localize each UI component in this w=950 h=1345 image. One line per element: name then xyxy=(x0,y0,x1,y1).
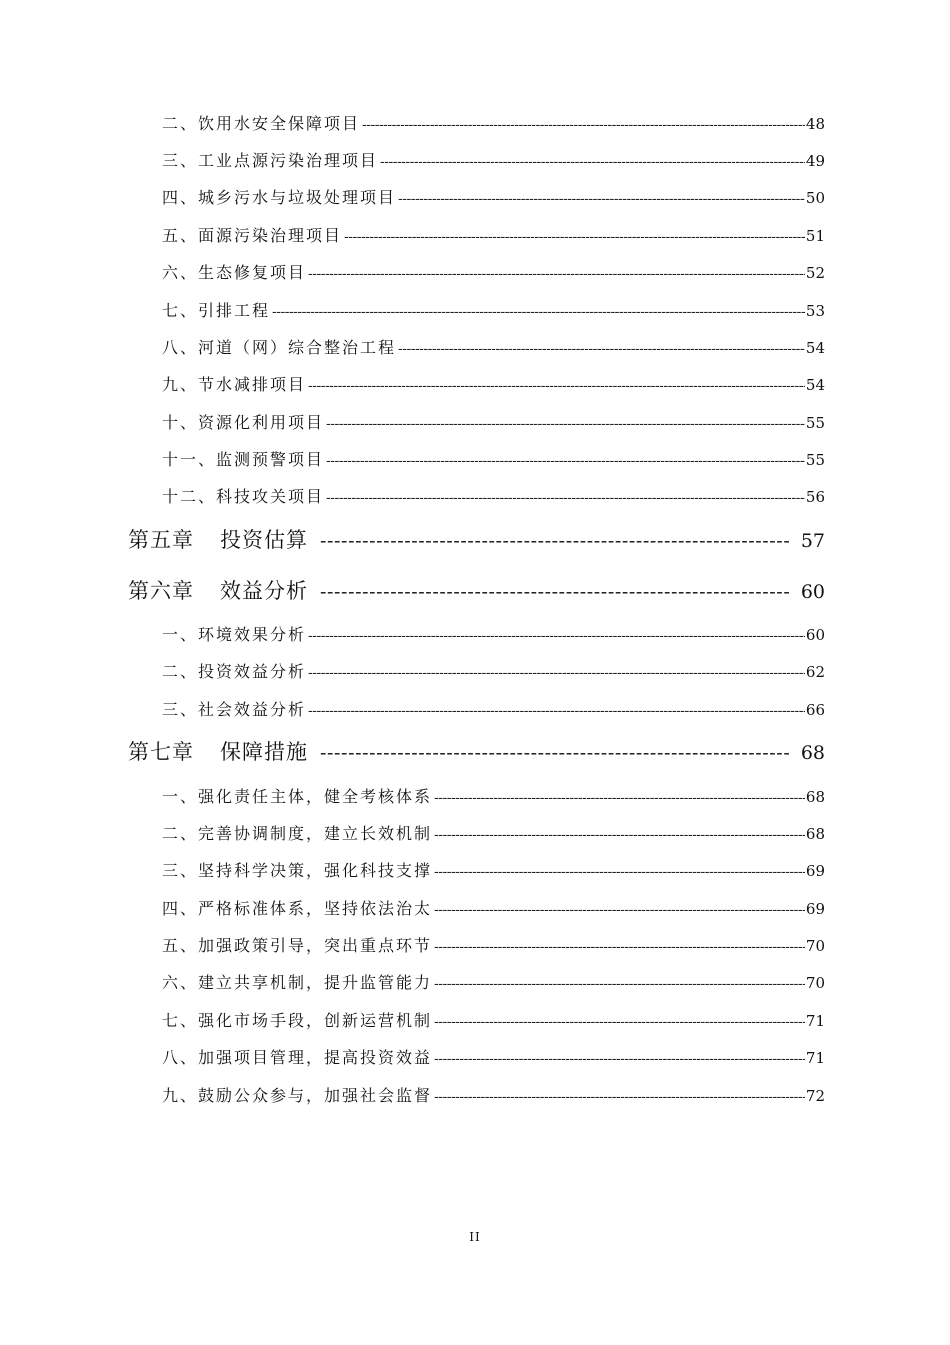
toc-entry-title: 十、资源化利用项目 xyxy=(162,413,325,432)
chapter-number: 第六章 xyxy=(128,579,194,603)
toc-entry[interactable] xyxy=(162,1045,825,1069)
toc-entry-page: 70 xyxy=(805,974,825,992)
toc-leader xyxy=(434,902,805,918)
toc-entry[interactable] xyxy=(162,260,825,284)
toc-entry-title: 二、投资效益分析 xyxy=(162,662,307,681)
toc-leader xyxy=(326,453,805,469)
toc-entry[interactable] xyxy=(162,410,825,434)
toc-entry[interactable] xyxy=(162,858,825,882)
toc-entry[interactable] xyxy=(162,447,825,471)
toc-leader xyxy=(326,416,805,432)
toc-entry-title: 二、饮用水安全保障项目 xyxy=(162,114,361,133)
chapter-name: 保障措施 xyxy=(220,740,308,764)
toc-leader xyxy=(434,827,805,843)
toc-entry-title: 六、建立共享机制，提升监管能力 xyxy=(162,973,433,992)
toc-entry-title: 六、生态修复项目 xyxy=(162,263,307,282)
toc-entry-title: 三、社会效益分析 xyxy=(162,700,307,719)
toc-leader xyxy=(434,864,805,880)
toc-entry[interactable] xyxy=(162,697,825,721)
toc-entry-page: 53 xyxy=(805,302,825,320)
toc-entry-title: 七、强化市场手段，创新运营机制 xyxy=(162,1011,433,1030)
toc-entry-page: 70 xyxy=(805,937,825,955)
toc-chapter-title xyxy=(128,524,308,554)
toc-entry[interactable] xyxy=(162,622,825,646)
toc-entry-page: 55 xyxy=(805,414,825,432)
page-number: II xyxy=(469,1230,481,1244)
toc-entry-title: 五、加强政策引导，突出重点环节 xyxy=(162,936,433,955)
toc-leader xyxy=(434,939,805,955)
toc-chapter-title xyxy=(128,575,308,605)
toc-leader xyxy=(434,1089,805,1105)
toc-leader xyxy=(398,191,805,207)
toc-entry-page: 60 xyxy=(805,626,825,644)
toc-entry-title: 四、严格标准体系，坚持依法治太 xyxy=(162,899,433,918)
toc-entry[interactable] xyxy=(162,659,825,683)
toc-entry[interactable] xyxy=(162,970,825,994)
toc-entry[interactable] xyxy=(162,933,825,957)
toc-entry-page: 48 xyxy=(805,115,825,133)
toc-entry-page: 54 xyxy=(805,339,825,357)
toc-leader xyxy=(434,976,805,992)
toc-entry-page: 68 xyxy=(805,788,825,806)
toc-entry-page: 66 xyxy=(805,701,825,719)
toc-entry-title: 七、引排工程 xyxy=(162,301,271,320)
toc-entry[interactable] xyxy=(162,484,825,508)
toc-leader xyxy=(434,1014,805,1030)
toc-leader xyxy=(320,581,791,603)
toc-entry-page: 54 xyxy=(805,376,825,394)
toc-entry-title: 九、鼓励公众参与，加强社会监督 xyxy=(162,1086,433,1105)
toc-leader xyxy=(272,304,805,320)
toc-entry-title: 一、环境效果分析 xyxy=(162,625,307,644)
toc-entry-title: 五、面源污染治理项目 xyxy=(162,226,343,245)
toc-chapter-5[interactable] xyxy=(128,524,825,556)
toc-leader xyxy=(398,341,805,357)
chapter-name: 效益分析 xyxy=(220,579,308,603)
toc-leader xyxy=(308,665,805,681)
toc-entry-page: 50 xyxy=(805,189,825,207)
toc-entry-title: 一、强化责任主体，健全考核体系 xyxy=(162,787,433,806)
toc-entry-page: 69 xyxy=(805,862,825,880)
toc-entry[interactable] xyxy=(162,148,825,172)
toc-entry-title: 八、加强项目管理，提高投资效益 xyxy=(162,1048,433,1067)
toc-entry-page: 62 xyxy=(805,663,825,681)
chapter-name: 投资估算 xyxy=(220,528,308,552)
toc-entry[interactable] xyxy=(162,111,825,135)
toc-leader xyxy=(308,703,805,719)
toc-entry-title: 二、完善协调制度，建立长效机制 xyxy=(162,824,433,843)
toc-entry[interactable] xyxy=(162,896,825,920)
toc-entry-title: 三、坚持科学决策，强化科技支撑 xyxy=(162,861,433,880)
toc-entry[interactable] xyxy=(162,223,825,247)
toc-leader xyxy=(362,117,805,133)
toc-chapter-page: 68 xyxy=(800,742,825,764)
toc-leader xyxy=(434,790,805,806)
toc-entry-title: 三、工业点源污染治理项目 xyxy=(162,151,379,170)
toc-leader xyxy=(344,229,805,245)
toc-entry-title: 十一、监测预警项目 xyxy=(162,450,325,469)
toc-leader xyxy=(308,628,805,644)
toc-leader xyxy=(434,1051,805,1067)
toc-leader xyxy=(308,266,805,282)
toc-entry-page: 56 xyxy=(805,488,825,506)
chapter-number: 第五章 xyxy=(128,528,194,552)
toc-chapter-page: 57 xyxy=(800,530,825,552)
toc-entry-page: 71 xyxy=(805,1012,825,1030)
toc-entry[interactable] xyxy=(162,298,825,322)
toc-entry[interactable] xyxy=(162,821,825,845)
toc-entry-page: 71 xyxy=(805,1049,825,1067)
toc-chapter-7[interactable] xyxy=(128,736,825,768)
toc-entry[interactable] xyxy=(162,1008,825,1032)
chapter-number: 第七章 xyxy=(128,740,194,764)
toc-entry-page: 72 xyxy=(805,1087,825,1105)
toc-chapter-6[interactable] xyxy=(128,575,825,607)
toc-entry-title: 四、城乡污水与垃圾处理项目 xyxy=(162,188,397,207)
toc-entry-page: 68 xyxy=(805,825,825,843)
toc-entry-page: 49 xyxy=(805,152,825,170)
toc-leader xyxy=(308,378,805,394)
toc-entry-page: 52 xyxy=(805,264,825,282)
toc-entry-title: 九、节水减排项目 xyxy=(162,375,307,394)
toc-entry[interactable] xyxy=(162,1083,825,1107)
toc-leader xyxy=(320,742,791,764)
toc-leader xyxy=(326,490,805,506)
toc-entry-page: 51 xyxy=(805,227,825,245)
toc-entry[interactable] xyxy=(162,784,825,808)
toc-entry[interactable] xyxy=(162,372,825,396)
toc-entry-title: 十二、科技攻关项目 xyxy=(162,487,325,506)
toc-leader xyxy=(320,530,791,552)
toc-entry-title: 八、河道（网）综合整治工程 xyxy=(162,338,397,357)
toc-chapter-title xyxy=(128,736,308,766)
toc-entry[interactable] xyxy=(162,185,825,209)
toc-entry[interactable] xyxy=(162,335,825,359)
toc-leader xyxy=(380,154,805,170)
toc-chapter-page: 60 xyxy=(800,581,825,603)
toc-entry-page: 69 xyxy=(805,900,825,918)
toc-entry-page: 55 xyxy=(805,451,825,469)
